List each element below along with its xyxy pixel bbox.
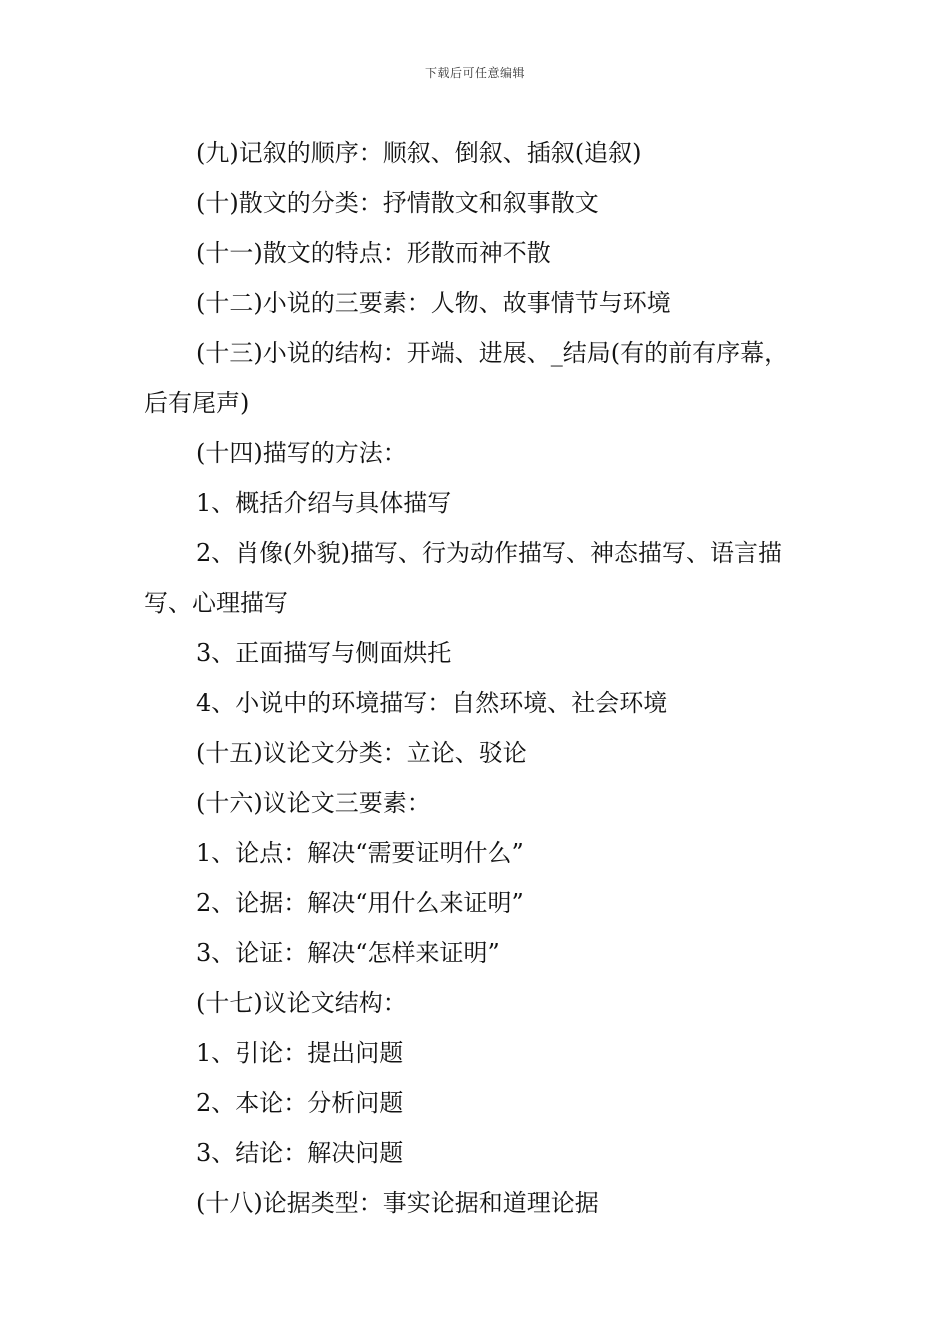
- paragraph-novel-structure: (十三)小说的结构：开端、进展、_结局(有的前有序幕，后有尾声): [144, 339, 789, 417]
- list-item: 4、小说中的环境描写：自然环境、社会环境: [196, 689, 668, 717]
- paragraph-prose-features: (十一)散文的特点：形散而神不散: [196, 239, 551, 267]
- page-header: 下载后可任意编辑: [424, 66, 525, 80]
- paragraph-argument-structure: (十七)议论文结构：: [196, 989, 407, 1017]
- paragraph-narrative-order: (九)记叙的顺序：顺叙、倒叙、插叙(追叙): [196, 139, 642, 167]
- paragraph-argument-elements: (十六)议论文三要素：: [196, 789, 431, 817]
- paragraph-prose-types: (十)散文的分类：抒情散文和叙事散文: [196, 189, 599, 217]
- paragraph-description-methods: (十四)描写的方法：: [196, 439, 407, 467]
- paragraph-novel-elements: (十二)小说的三要素：人物、故事情节与环境: [196, 289, 671, 317]
- list-item: 3、正面描写与侧面烘托: [196, 639, 452, 667]
- paragraph-evidence-types: (十八)论据类型：事实论据和道理论据: [196, 1189, 599, 1217]
- list-item: 1、引论：提出问题: [196, 1039, 404, 1067]
- list-item: 1、论点：解决“需要证明什么”: [196, 839, 524, 867]
- paragraph-argument-types: (十五)议论文分类：立论、驳论: [196, 739, 527, 767]
- list-item: 3、论证：解决“怎样来证明”: [196, 939, 500, 967]
- list-item: 2、肖像(外貌)描写、行为动作描写、神态描写、语言描写、心理描写: [144, 539, 782, 617]
- list-item: 2、本论：分析问题: [196, 1089, 404, 1117]
- list-item: 3、结论：解决问题: [196, 1139, 404, 1167]
- list-item: 2、论据：解决“用什么来证明”: [196, 889, 524, 917]
- document-body: [144, 128, 808, 1228]
- list-item: 1、概括介绍与具体描写: [196, 489, 452, 517]
